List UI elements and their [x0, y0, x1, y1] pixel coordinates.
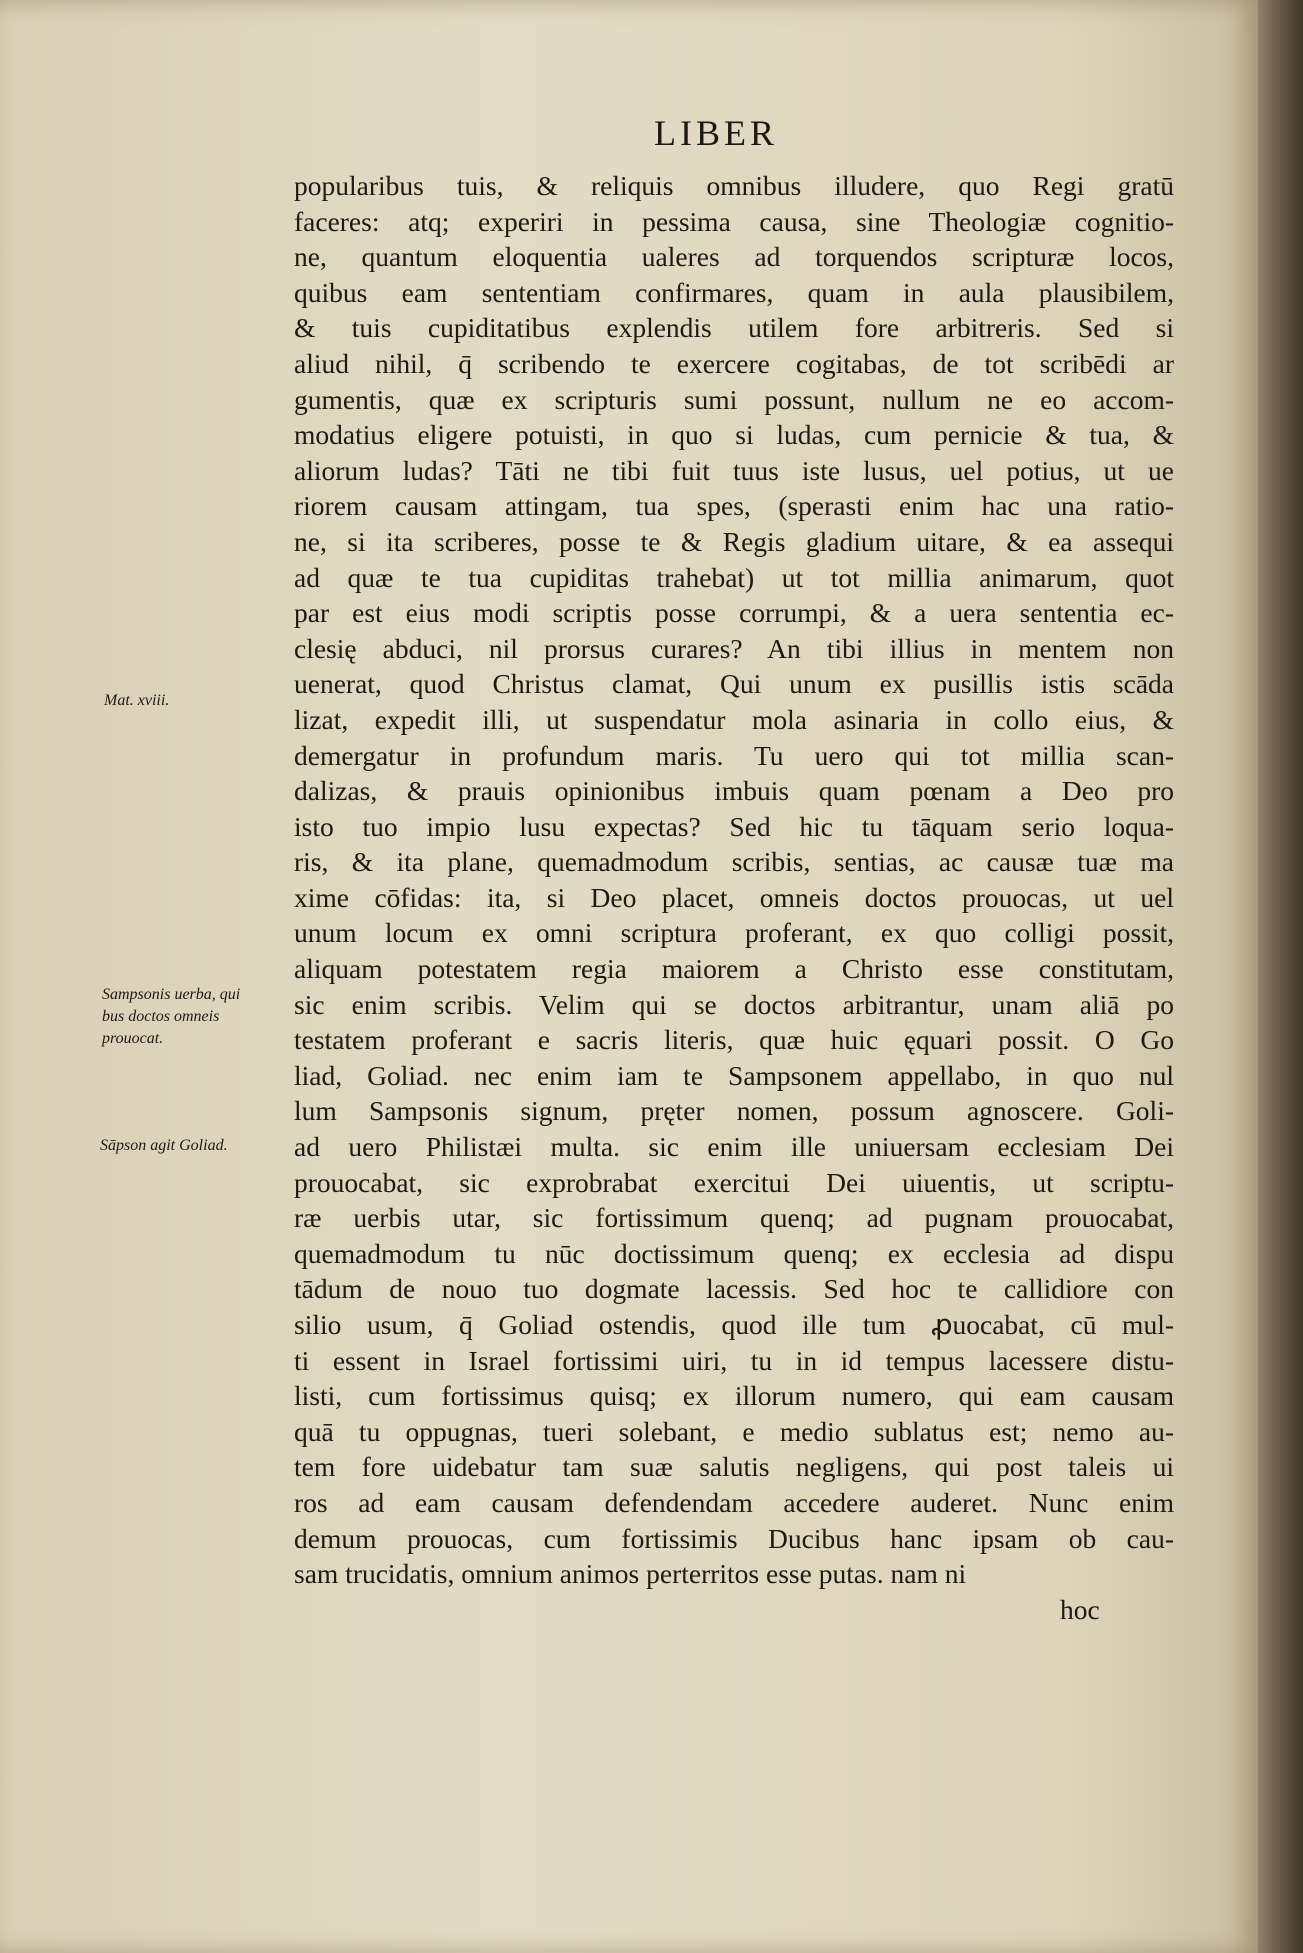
text-line: ne, quantum eloquentia ualeres ad torquendos scripturæ locos, — [294, 241, 1174, 273]
text-line: ne, si ita scriberes, posse te & Regis gladium uitare, & ea assequi — [294, 525, 1174, 557]
margin-note-line: Mat. xviii. — [104, 692, 170, 709]
text-line: testatem proferant e sacris literis, quæ huic ęquari possit. O Go — [294, 1024, 1174, 1056]
text-line: xime cōfidas: ita, si Deo placet, omneis doctos prouocas, ut uel — [294, 881, 1174, 913]
text-line: ris, & ita plane, quemadmodum scribis, sentias, ac causæ tuæ ma — [294, 846, 1174, 878]
text-line: quemadmodum tu nūc doctissimum quenq; ex ecclesia ad dispu — [294, 1237, 1174, 1269]
text-line: ad uero Philistæi multa. sic enim ille uniuersam ecclesiam Dei — [294, 1131, 1174, 1163]
text-line: sic enim scribis. Velim qui se doctos arbitrantur, unam aliā po — [294, 988, 1174, 1020]
margin-note-line: Sampsonis uerba, qui — [102, 986, 241, 1003]
text-line: popularibus tuis, & reliquis omnibus illudere, quo Regi gratū — [294, 170, 1174, 201]
text-line: & tuis cupiditatibus explendis utilem fore arbitreris. Sed si — [294, 312, 1174, 344]
margin-note-matthew — [104, 690, 274, 712]
text-line: ræ uerbis utar, sic fortissimum quenq; ad pugnam prouocabat, — [294, 1202, 1174, 1234]
text-line: lum Sampsonis signum, pręter nomen, possum agnoscere. Goli- — [294, 1095, 1174, 1127]
text-line: modatius eligere potuisti, in quo si ludas, cum pernicie & tua, & — [294, 419, 1174, 451]
text-line: par est eius modi scriptis posse corrumpi, & a uera sententia ec- — [294, 597, 1174, 629]
catchword: hoc — [1060, 1594, 1100, 1625]
text-line: sam trucidatis, omnium animos perterritos esse putas. nam ni — [294, 1558, 967, 1590]
text-line: clesię abduci, nil prorsus curares? An tibi illius in mentem non — [294, 632, 1174, 664]
text-line: ros ad eam causam defendendam accedere auderet. Nunc enim — [294, 1486, 1174, 1518]
text-line: unum locum ex omni scriptura proferant, ex quo colligi possit, — [294, 917, 1174, 949]
text-line: aliorum ludas? Tāti ne tibi fuit tuus iste lusus, uel potius, ut ue — [294, 454, 1174, 486]
text-line: ad quæ te tua cupiditas trahebat) ut tot millia animarum, quot — [294, 561, 1174, 593]
text-line: isto tuo impio lusu expectas? Sed hic tu tāquam serio loqua- — [294, 810, 1174, 842]
margin-note-line: bus doctos omneis — [102, 1008, 220, 1025]
text-line: aliquam potestatem regia maiorem a Christo esse constitutam, — [294, 953, 1174, 985]
binding-shadow — [1258, 0, 1303, 1953]
text-line: ti essent in Israel fortissimi uiri, tu in id tempus lacessere distu- — [294, 1344, 1174, 1376]
text-line: tem fore uidebatur tam suæ salutis negligens, qui post taleis ui — [294, 1451, 1174, 1483]
text-line: listi, cum fortissimus quisq; ex illorum numero, qui eam causam — [294, 1380, 1174, 1412]
text-line: liad, Goliad. nec enim iam te Sampsonem appellabo, in quo nul — [294, 1059, 1174, 1091]
text-line: demum prouocas, cum fortissimis Ducibus hanc ipsam ob cau- — [294, 1522, 1174, 1554]
margin-note-sampson-goliad — [100, 1135, 270, 1157]
text-line: gumentis, quæ ex scripturis sumi possunt, nullum ne eo accom- — [294, 383, 1174, 415]
text-line: silio usum, q̄ Goliad ostendis, quod ille tum ꝓuocabat, cū mul- — [294, 1309, 1174, 1340]
text-line: prouocabat, sic exprobrabat exercitui Dei uiuentis, ut scriptu- — [294, 1166, 1174, 1198]
text-line: demergatur in profundum maris. Tu uero qui tot millia scan- — [294, 739, 1174, 771]
margin-note-sampson-words — [102, 984, 272, 1050]
running-head: LIBER — [654, 113, 778, 153]
text-line: faceres: atq; experiri in pessima causa, sine Theologiæ cognitio- — [294, 205, 1174, 237]
text-line: aliud nihil, q̄ scribendo te exercere cogitabas, de tot scribēdi ar — [294, 347, 1174, 379]
text-line: riorem causam attingam, tua spes, (sperasti enim hac una ratio- — [294, 490, 1174, 522]
text-line: dalizas, & prauis opinionibus imbuis quam pœnam a Deo pro — [294, 775, 1174, 807]
text-line: quibus eam sententiam confirmares, quam in aula plausibilem, — [294, 276, 1174, 308]
text-line: quā tu oppugnas, tueri solebant, e medio sublatus est; nemo au- — [294, 1415, 1174, 1447]
margin-note-line: Sāpson agit Goliad. — [100, 1137, 228, 1154]
margin-note-line: prouocat. — [102, 1030, 164, 1047]
body-text — [294, 168, 1174, 1592]
text-line: tādum de nouo tuo dogmate lacessis. Sed hoc te callidiore con — [294, 1273, 1174, 1305]
text-line: uenerat, quod Christus clamat, Qui unum ex pusillis istis scāda — [294, 668, 1174, 700]
text-line: lizat, expedit illi, ut suspendatur mola asinaria in collo eius, & — [294, 703, 1174, 735]
